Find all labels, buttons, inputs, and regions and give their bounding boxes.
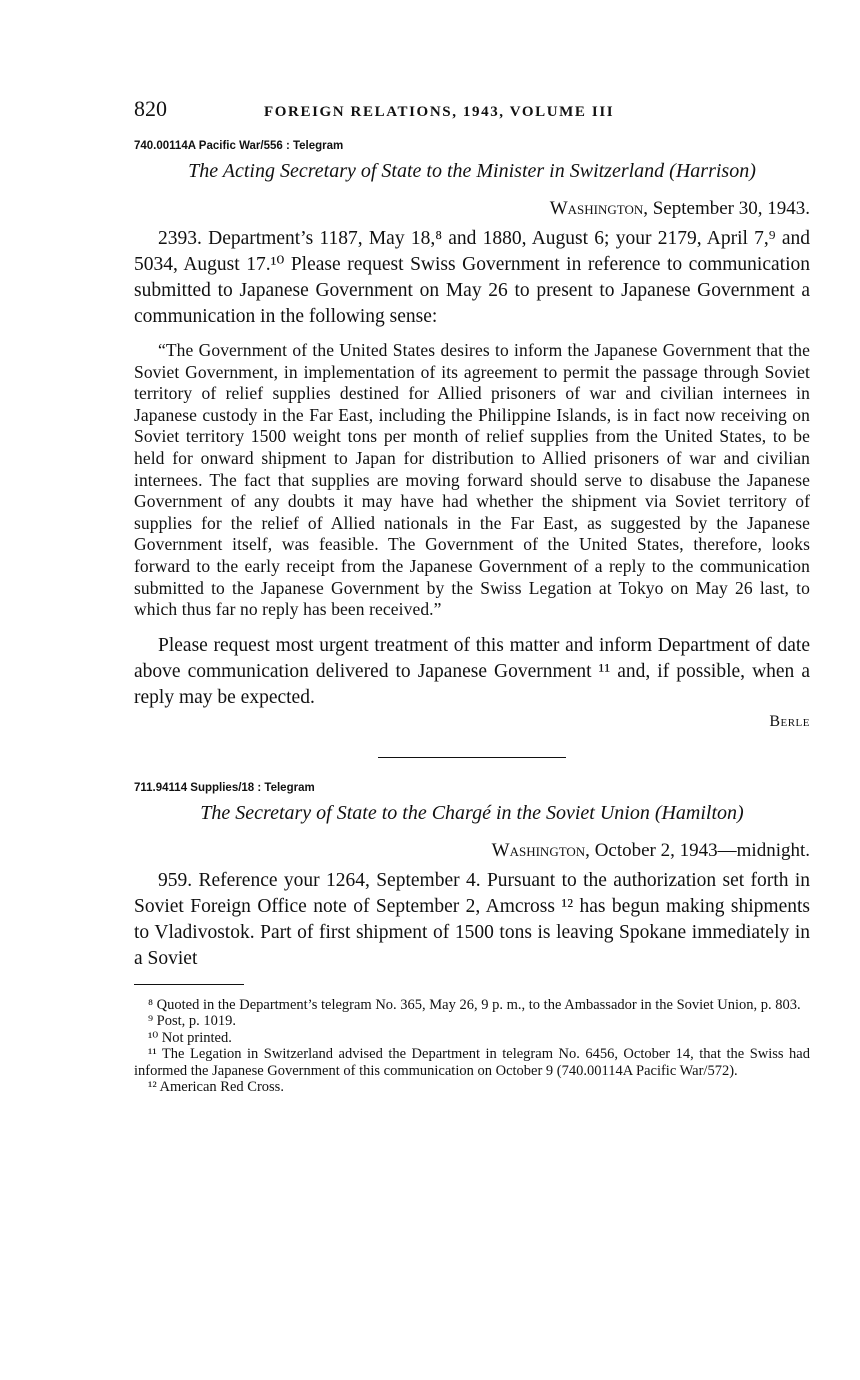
dateline-place: Washington, — [491, 839, 590, 861]
body-paragraph: 2393. Department’s 1187, May 18,⁸ and 1880, August 6; your 2179, April 7,⁹ and 5034, August 17.¹⁰ Please request Swiss Government in reference to communication submitted to Japanese Government on May 26 to present to Japanese Government a communication in the following sense: — [134, 228, 810, 327]
document-page — [134, 96, 810, 1096]
dateline-date: September 30, 1943. — [652, 198, 810, 219]
body-paragraph: 959. Reference your 1264, September 4. Pursuant to the authorization set forth in Soviet Foreign Office note of September 2, Amcross ¹² has begun making shipments to Vladivostok. Part of first shipment of 1500 tons is leaving Spokane immediately in a Soviet — [134, 869, 810, 969]
dateline — [134, 198, 810, 220]
document-title: The Secretary of State to the Chargé in the Soviet Union (Hamilton) — [200, 801, 744, 824]
page-number: 820 — [134, 96, 167, 121]
body-paragraph: Please request most urgent treatment of this matter and inform Department of date above communication delivered to Japanese Government ¹¹ and, if possible, when a reply may be expected. — [134, 634, 810, 708]
quoted-message: “The Government of the United States desires to inform the Japanese Government that the Soviet Government, in implementation of its agreement to permit the passage through Soviet territory of relief supplies destined for Allied prisoners of war and civilian internees in Japanese custody in the Far East, including the Philippine Islands, is in fact now receiving on Soviet territory 1500 weight tons per month of relief supplies from the United States, to be held for onward shipment to Japan for distribution to Allied prisoners of war and civilian internees. The fact that supplies are moving forward should serve to disabuse the Japanese Government of any doubts it may have had whether the shipment via Soviet territory of supplies for the relief of Allied nationals in the Far East, as suggested by the Japanese Government itself, was feasible. The Government of the United States, therefore, looks forward to the early receipt from the Japanese Government of a reply to the communication submitted to the Japanese Government by the Swiss Legation at Tokyo on May 26 last, to which thus far no reply has been received.” — [134, 340, 810, 620]
footnote: ⁹ Post, p. 1019. — [148, 1013, 237, 1030]
dateline-place: Washington, — [549, 198, 648, 219]
document-title: The Acting Secretary of State to the Minister in Switzerland (Harrison) — [188, 160, 756, 182]
footnote-rule — [134, 984, 244, 985]
footnote: ¹² American Red Cross. — [148, 1079, 284, 1096]
signature: Berle — [769, 712, 810, 730]
dateline-date: October 2, 1943—midnight. — [594, 839, 810, 861]
file-reference: 711.94114 Supplies/18 : Telegram — [134, 781, 315, 794]
footnote: ⁸ Quoted in the Department’s telegram No. 365, May 26, 9 p. m., to the Ambassador in the Soviet Union, p. 803. — [148, 996, 801, 1013]
running-title: FOREIGN RELATIONS, 1943, VOLUME III — [264, 104, 615, 120]
section-divider — [378, 757, 566, 758]
running-header — [134, 96, 810, 126]
file-reference: 740.00114A Pacific War/556 : Telegram — [134, 140, 344, 152]
footnote: ¹⁰ Not printed. — [148, 1029, 232, 1046]
dateline — [134, 840, 810, 862]
footnotes — [134, 997, 810, 1096]
footnote: ¹¹ The Legation in Switzerland advised the Department in telegram No. 6456, October 14, that the Swiss had informed the Japanese Government of this communication on October 9 (740.00114A Pacific War/572). — [134, 1046, 810, 1079]
